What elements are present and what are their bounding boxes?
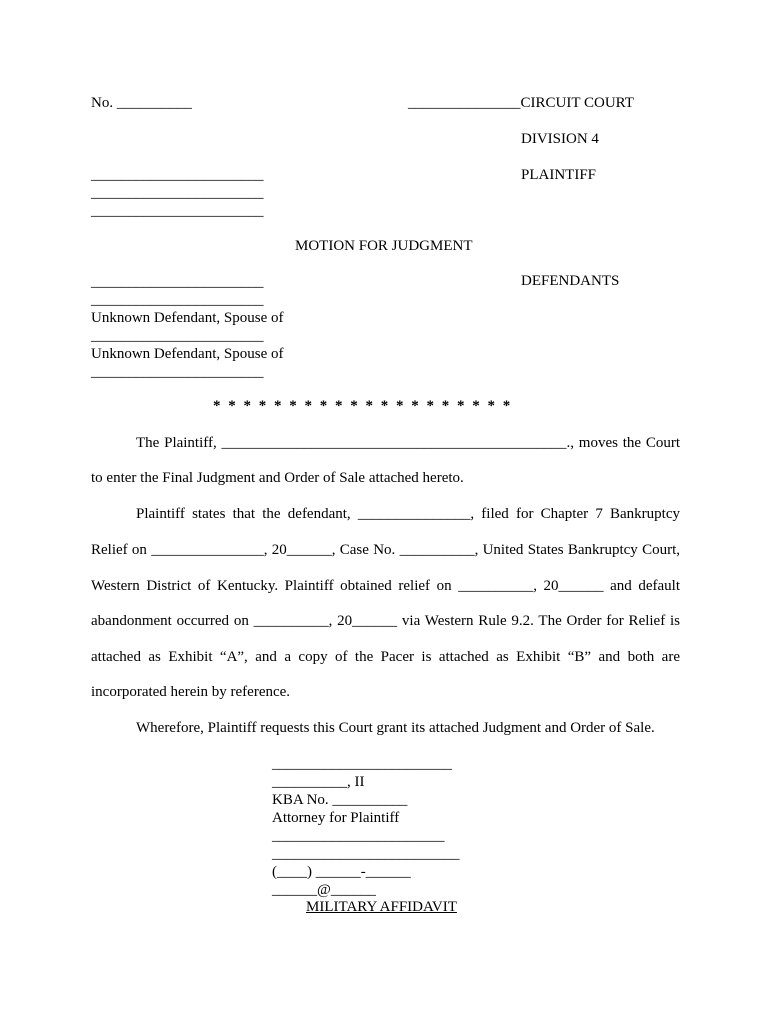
document-title: MOTION FOR JUDGMENT	[295, 238, 473, 254]
court-name: _______________CIRCUIT COURT	[408, 95, 634, 111]
defendants-label: DEFENDANTS	[521, 273, 620, 289]
defendant-line: _______________________	[91, 292, 264, 308]
paragraph-3: Wherefore, Plaintiff requests this Court grant its attached Judgment and Order of Sale.	[136, 720, 655, 736]
paragraph-2-line-3: Western District of Kentucky. Plaintiff obtained relief on __________, 20______ and default	[91, 578, 680, 594]
paragraph-1-line-1: The Plaintiff, ______________________________________________., moves the Court	[136, 435, 680, 451]
address-line: _______________________	[272, 828, 445, 844]
email-address: ______@______	[272, 882, 376, 898]
address-line: _________________________	[272, 846, 460, 862]
plaintiff-line: _______________________	[91, 167, 264, 183]
plaintiff-line: _______________________	[91, 185, 264, 201]
phone-number: (____) ______-______	[272, 864, 411, 880]
defendant-line: _______________________	[91, 274, 264, 290]
division: DIVISION 4	[521, 131, 599, 147]
case-number: No. __________	[91, 95, 192, 111]
paragraph-2-line-4: abandonment occurred on __________, 20______ via Western Rule 9.2. The Order for Relief is	[91, 613, 680, 629]
paragraph-2-line-6: incorporated herein by reference.	[91, 684, 291, 700]
paragraph-1-line-2: to enter the Final Judgment and Order of Sale attached hereto.	[91, 470, 464, 486]
defendant-line: _______________________	[91, 364, 264, 380]
attorney-name: __________, II	[272, 774, 365, 790]
plaintiff-label: PLAINTIFF	[521, 167, 597, 183]
plaintiff-line: _______________________	[91, 203, 264, 219]
paragraph-2-line-2: Relief on _______________, 20______, Case No. __________, United States Bankruptcy Court,	[91, 542, 680, 558]
military-affidavit-heading: MILITARY AFFIDAVIT	[306, 899, 457, 915]
paragraph-2-line-1: Plaintiff states that the defendant, _______________, filed for Chapter 7 Bankruptcy	[136, 506, 680, 522]
attorney-role: Attorney for Plaintiff	[272, 810, 400, 826]
defendant-line: _______________________	[91, 328, 264, 344]
paragraph-2-line-5: attached as Exhibit “A”, and a copy of the Pacer is attached as Exhibit “B” and both are	[91, 649, 680, 665]
defendant-line: Unknown Defendant, Spouse of	[91, 310, 284, 326]
defendant-line: Unknown Defendant, Spouse of	[91, 346, 284, 362]
kba-number: KBA No. __________	[272, 792, 408, 808]
separator-asterisks: * * * * * * * * * * * * * * * * * * * *	[213, 398, 511, 414]
signature-line: ________________________	[272, 756, 452, 772]
